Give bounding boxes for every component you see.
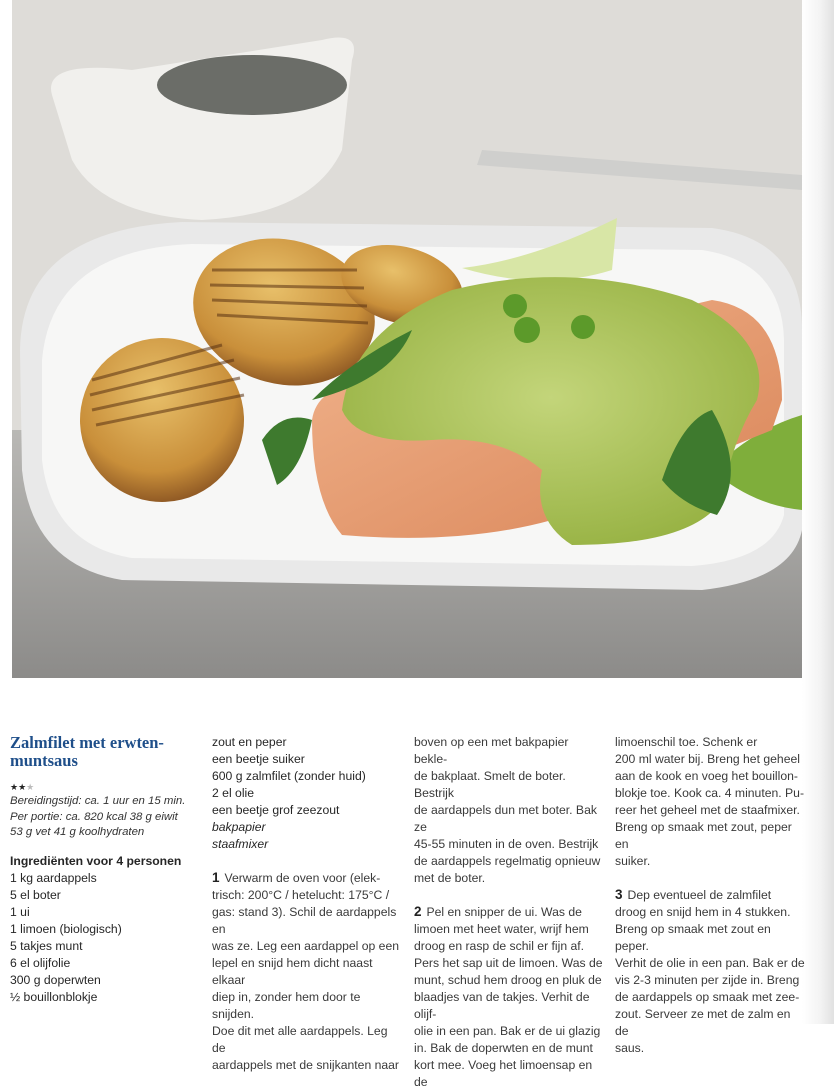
step-1-part-2 (414, 734, 604, 887)
page-edge (802, 0, 834, 1024)
rating-filled-stars: ★★ (10, 782, 27, 792)
step-line: zout. Serveer ze met de zalm en de (615, 1007, 791, 1038)
step-line: was ze. Leg een aardappel op een (212, 939, 400, 953)
step-line: aan de kook en voeg het bouillon- (615, 769, 798, 783)
step-line: olie in een pan. Bak er de ui glazig (414, 1024, 601, 1038)
column-3 (414, 734, 604, 1091)
ingredient-item: 5 el boter (10, 887, 61, 902)
step-line: saus. (615, 1041, 645, 1055)
step-line: de aardappels dun met boter. Bak ze (414, 803, 597, 834)
step-line: Breng op smaak met zout en peper. (615, 922, 771, 953)
ingredient-item: 2 el olie (212, 786, 255, 800)
column-2 (212, 734, 404, 1074)
ingredient-item: een beetje suiker (212, 752, 305, 766)
step-line: reer het geheel met de staafmixer. (615, 803, 800, 817)
step-3 (615, 886, 805, 1057)
step-line: vis 2-3 minuten per zijde in. Breng (615, 973, 800, 987)
ingredients-heading: Ingrediënten voor 4 personen (10, 853, 182, 868)
step-line: Pers het sap uit de limoen. Was de (414, 956, 603, 970)
step-line: met de boter. (414, 871, 486, 885)
step-line: gas: stand 3). Schil de aardappels en (212, 905, 397, 936)
step-line: 1 Verwarm de oven voor (elek- (212, 870, 381, 885)
step-line: blaadjes van de takjes. Verhit de olijf- (414, 990, 590, 1021)
recipe-title-line-1: Zalmfilet met erwten- (10, 733, 164, 752)
step-line: kort mee. Voeg het limoensap en de (414, 1058, 593, 1089)
ingredient-item: ½ bouillonblokje (10, 989, 98, 1004)
step-2-part-1 (414, 903, 604, 1091)
ingredient-item: een beetje grof zeezout (212, 803, 340, 817)
ingredient-item: 600 g zalmfilet (zonder huid) (212, 769, 366, 783)
step-line: in. Bak de doperwten en de munt (414, 1041, 593, 1055)
ingredient-item: 1 ui (10, 904, 30, 919)
step-line: limoen met heet water, wrijf hem (414, 922, 589, 936)
step-line: droog en snijd hem in 4 stukken. (615, 905, 791, 919)
step-line: blokje toe. Kook ca. 4 minuten. Pu- (615, 786, 805, 800)
equipment-item: staafmixer (212, 837, 269, 851)
recipe-title-line-2: muntsaus (10, 751, 78, 770)
step-line: de aardappels op smaak met zee- (615, 990, 800, 1004)
prep-time: Bereidingstijd: ca. 1 uur en 15 min. (10, 795, 186, 807)
ingredients-list-part-2 (212, 734, 404, 853)
step-line: limoenschil toe. Schenk er (615, 735, 758, 749)
column-4 (615, 734, 805, 1057)
ingredient-item: 300 g doperwten (10, 972, 101, 987)
ingredients-list-part-1 (10, 870, 192, 1006)
step-line: 200 ml water bij. Breng het geheel (615, 752, 800, 766)
step-line: de bakplaat. Smelt de boter. Bestrijk (414, 769, 566, 800)
step-line: munt, schud hem droog en pluk de (414, 973, 602, 987)
step-line: droog en rasp de schil er fijn af. (414, 939, 585, 953)
ingredient-item: zout en peper (212, 735, 287, 749)
step-2-number: 2 (414, 904, 422, 919)
food-photo (12, 0, 802, 678)
step-line: Verhit de olie in een pan. Bak er de (615, 956, 805, 970)
ingredient-item: 1 kg aardappels (10, 870, 97, 885)
equipment-item: bakpapier (212, 820, 266, 834)
difficulty-rating (10, 780, 192, 794)
step-2-part-2 (615, 734, 805, 870)
column-1 (10, 734, 192, 1006)
step-3-number: 3 (615, 887, 623, 902)
step-1-part-1 (212, 869, 404, 1074)
ingredient-item: 6 el olijfolie (10, 955, 71, 970)
nutrition-line-2: 53 g vet 41 g koolhydraten (10, 826, 145, 838)
ingredient-item: 1 limoen (biologisch) (10, 921, 122, 936)
step-line: diep in, zonder hem door te snijden. (212, 990, 361, 1021)
step-line: suiker. (615, 854, 651, 868)
step-line: lepel en snijd hem dicht naast elkaar (212, 956, 373, 987)
ingredient-item: 5 takjes munt (10, 938, 83, 953)
step-line: 3 Dep eventueel de zalmfilet (615, 887, 772, 902)
step-line: de aardappels regelmatig opnieuw (414, 854, 601, 868)
step-line: boven op een met bakpapier bekle- (414, 735, 569, 766)
step-line: 45-55 minuten in de oven. Bestrijk (414, 837, 599, 851)
step-line: Doe dit met alle aardappels. Leg de (212, 1024, 388, 1055)
photo-illustration (12, 0, 802, 678)
step-line: Breng op smaak met zout, peper en (615, 820, 792, 851)
nutrition-line-1: Per portie: ca. 820 kcal 38 g eiwit (10, 810, 178, 823)
step-line: trisch: 200°C / hetelucht: 175°C / (212, 888, 390, 902)
step-1-number: 1 (212, 870, 220, 885)
step-line: aardappels met de snijkanten naar (212, 1058, 399, 1072)
step-line: 2 Pel en snipper de ui. Was de (414, 904, 582, 919)
recipe-title (10, 734, 192, 770)
rating-empty-star: ★ (26, 782, 35, 792)
